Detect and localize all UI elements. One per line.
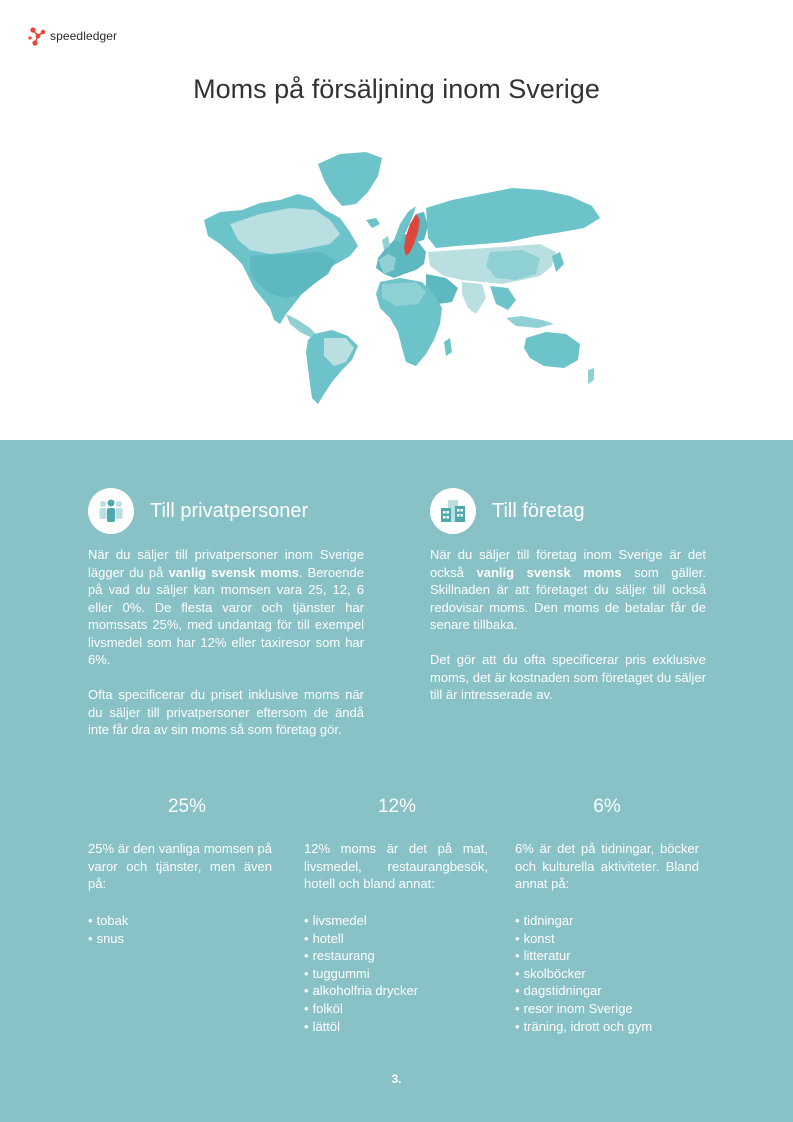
- map-central-america: [286, 314, 318, 338]
- speedledger-logo-icon: [28, 26, 46, 46]
- private-bold-text: vanlig svensk moms: [168, 564, 299, 580]
- list-item: • litteratur: [515, 947, 699, 965]
- map-iceland: [366, 218, 380, 228]
- list-item: • hotell: [304, 930, 488, 948]
- list-item: • tobak: [88, 912, 272, 930]
- rate-12-heading: 12%: [377, 796, 417, 817]
- list-item: • dagstidningar: [515, 982, 699, 1000]
- private-paragraph-1: När du säljer till privatpersoner inom Sverige lägger du på vanlig svensk moms. Beroende på vad du säljer kan momsen vara 25, 12, 6 eller 0%. De flesta varor och tjänster har momssats 25%, med undantag för till exempel livsmedel som har 12% eller taxiresor som har 6%.: [88, 547, 364, 667]
- business-header: [430, 488, 585, 534]
- content-section: [0, 440, 793, 1122]
- list-item: • snus: [88, 930, 272, 948]
- business-title: Till företag: [492, 499, 585, 522]
- map-madagascar: [444, 338, 452, 356]
- logo[interactable]: [28, 26, 117, 46]
- world-map: [190, 148, 605, 410]
- list-item: • tuggummi: [304, 965, 488, 983]
- map-new-zealand: [588, 368, 594, 384]
- rate-6-list: [515, 912, 699, 1035]
- page-title: Moms på försäljning inom Sverige: [193, 74, 600, 104]
- map-greenland: [318, 152, 382, 206]
- rate-25-heading: 25%: [167, 796, 207, 817]
- private-title: Till privatpersoner: [150, 499, 309, 522]
- people-icon: [88, 488, 134, 534]
- business-paragraph-1: När du säljer till företag inom Sverige är det också vanlig svensk moms som gäller. Skillnaden är att företaget du säljer till också redovisar moms. Den moms de betalar får de senare tillbaka.: [430, 547, 706, 632]
- rate-25-text: 25% är den vanliga momsen på varor och tjänster, men även på:: [88, 841, 272, 891]
- private-text: [88, 546, 364, 756]
- logo-text: speedledger: [50, 29, 118, 43]
- map-india: [462, 282, 486, 314]
- map-southeast-asia: [490, 286, 516, 310]
- list-item: • livsmedel: [304, 912, 488, 930]
- list-item: • träning, idrott och gym: [515, 1018, 699, 1036]
- private-header: [88, 488, 308, 534]
- rate-6-heading: 6%: [593, 796, 621, 817]
- list-item: • restaurang: [304, 947, 488, 965]
- list-item: • skolböcker: [515, 965, 699, 983]
- map-russia: [426, 188, 600, 248]
- business-paragraph-2: Det gör att du ofta specificerar pris exklusive moms, det är kostnaden som företaget du säljer till är intresserade av.: [430, 652, 706, 702]
- header-section: [0, 0, 793, 440]
- map-australia: [524, 332, 580, 368]
- list-item: • folköl: [304, 1000, 488, 1018]
- rate-6-text: 6% är det på tidningar, böcker och kulturella aktiviteter. Bland annat på:: [515, 841, 699, 891]
- business-text: [430, 546, 706, 721]
- list-item: • resor inom Sverige: [515, 1000, 699, 1018]
- list-item: • tidningar: [515, 912, 699, 930]
- map-indonesia: [506, 316, 554, 328]
- page-number: 3.: [391, 1072, 402, 1086]
- rate-25-list: [88, 912, 272, 947]
- rate-12-text: 12% moms är det på mat, livsmedel, restaurangbesök, hotell och bland annat:: [304, 841, 488, 891]
- list-item: • lättöl: [304, 1018, 488, 1036]
- rate-12-list: [304, 912, 488, 1035]
- building-icon: [430, 488, 476, 534]
- list-item: • alkoholfria drycker: [304, 982, 488, 1000]
- list-item: • konst: [515, 930, 699, 948]
- business-bold-text: vanlig svensk moms: [476, 564, 622, 580]
- private-paragraph-2: Ofta specificerar du priset inklusive moms när du säljer till privatpersoner eftersom de ändå inte får dra av sin moms så som företag gör.: [88, 687, 364, 737]
